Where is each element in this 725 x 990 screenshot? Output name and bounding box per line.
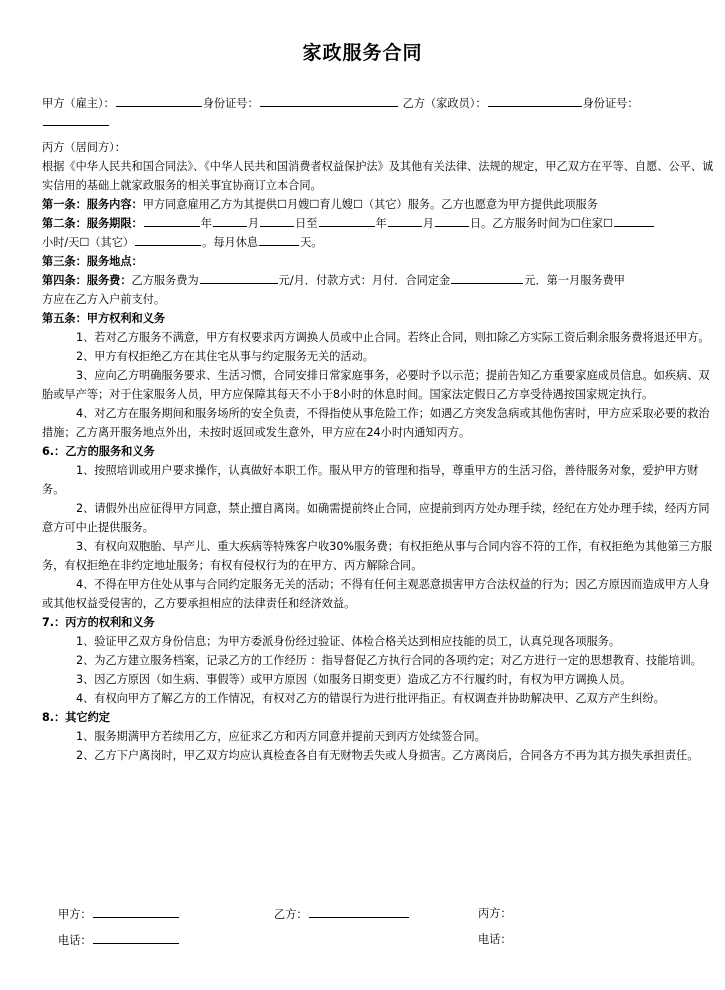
- fee-text-b: 元/月．付款方式：月付．合同定金: [278, 274, 451, 287]
- party-a-blank[interactable]: [116, 94, 202, 107]
- article-6-label: 6.：乙方的服务和义务: [42, 445, 155, 458]
- fee-text-a: 乙方服务费为: [131, 274, 199, 287]
- party-a-label: 甲方（雇主）：: [42, 97, 115, 110]
- article-7-item-2: 2、为乙方建立服务档案，记录乙方的工作经历 ：指导督促乙方执行合同的各项约定；对乙方进行一定的思想教育、技能培训。: [76, 654, 702, 667]
- article-6-item-4: 4、不得在甲方住处从事与合同约定服务无关的活动；不得有任何主观恶意损害甲方合法权益的行为；因乙方原因而造成甲方人身或其他权益受侵害的，乙方要承担相应的法律责任和经济效益。: [42, 578, 710, 610]
- day-to-text: 日至: [295, 217, 318, 230]
- sign-party-b: [274, 905, 410, 922]
- service-time-text: 乙方服务时间为☐住家☐: [492, 217, 614, 230]
- article-2-line2-a: 小时/天☐（其它）: [42, 236, 135, 249]
- article-7-item-4: 4、有权向甲方了解乙方的工作情况，有权对乙方的错误行为进行批评指正。有权调查并协助解决甲、乙双方产生纠纷。: [76, 692, 665, 705]
- party-b-id-blank[interactable]: [43, 113, 109, 126]
- end-day-blank[interactable]: [435, 214, 469, 227]
- sign-party-a: [58, 905, 180, 922]
- party-c-row: 丙方（居间方）：: [42, 141, 126, 154]
- start-month-blank[interactable]: [213, 214, 247, 227]
- party-a-id-blank[interactable]: [260, 94, 398, 107]
- fee-text-c: 元．第一月服务费甲: [524, 274, 625, 287]
- sign-party-b-blank[interactable]: [309, 905, 409, 918]
- end-month-blank[interactable]: [388, 214, 422, 227]
- party-b-blank[interactable]: [488, 94, 582, 107]
- article-8-item-2: 2、乙方下户离岗时，甲乙双方均应认真检查各自有无财物丢失或人身损害。乙方离岗后，合同各方不再为其方损失承担责任。: [76, 749, 699, 762]
- article-5-item-1: 1、若对乙方服务不满意，甲方有权要求丙方调换人员或中止合同。若终止合同，则扣除乙方实际工资后剩余服务费将退还甲方。: [76, 331, 710, 344]
- monthly-fee-blank[interactable]: [200, 271, 278, 284]
- start-year-blank[interactable]: [144, 214, 200, 227]
- party-b-label: 乙方（家政员）：: [402, 97, 487, 110]
- sign-party-c-label: 丙方：: [478, 907, 512, 920]
- article-8-label: 8.：其它约定: [42, 711, 110, 724]
- article-1-text: 甲方同意雇用乙方为其提供☐月嫂☐育儿嫂☐（其它）服务。乙方也愿意为甲方提供此项服务: [142, 198, 598, 211]
- start-day-blank[interactable]: [260, 214, 294, 227]
- article-6-item-2: 2、请假外出应征得甲方同意，禁止擅自离岗。如确需提前终止合同，应提前到丙方处办理手续，经纪在方处办理手续，经丙方同意方可中止提供服务。: [42, 502, 710, 534]
- rest-days-blank[interactable]: [259, 233, 299, 246]
- article-8-item-1: 1、服务期满甲方若续用乙方，应征求乙方和丙方同意并提前天到丙方处续签合同。: [76, 730, 486, 743]
- article-1-label: 第一条：服务内容：: [42, 198, 143, 211]
- article-2-line2-b: 。每月休息: [202, 236, 259, 249]
- article-4-label: 第四条：服务费：: [42, 274, 132, 287]
- article-6-item-1: 1、按照培训或用户要求操作，认真做好本职工作。服从甲方的管理和指导，尊重甲方的生活习俗，善待服务对象，爱护甲方财务。: [42, 464, 699, 496]
- header-row-2: [42, 113, 714, 132]
- contract-body: [42, 94, 714, 765]
- article-5-label: 第五条：甲方权利和义务: [42, 312, 166, 325]
- month-text: 月: [247, 217, 260, 230]
- article-3: 第三条：服务地点：: [42, 255, 143, 268]
- article-1: [42, 195, 714, 214]
- article-6-item-3: 3、有权向双胞胎、早产儿、重大疾病等特殊客户收30%服务费；有权拒绝从事与合同内容不符的工作，有权拒绝为其他第三方服务，有权拒绝在非约定地址服务；有权有侵权行为的在甲方、丙方解除合同。: [42, 540, 713, 572]
- sign-party-a-label: 甲方：: [58, 908, 92, 921]
- sign-party-c: [478, 905, 512, 921]
- deposit-blank[interactable]: [451, 271, 523, 284]
- intro-paragraph: 根据《中华人民共和国合同法》、《中华人民共和国消费者权益保护法》及其他有关法律、法规的规定，甲乙双方在平等、自愿、公平、诚实信用的基础上就家政服务的相关事宜协商订立本合同。: [42, 160, 714, 192]
- phone-c-label: 电话：: [478, 933, 512, 946]
- article-7-item-3: 3、因乙方原因（如生病、事假等）或甲方原因（如服务日期变更）造成乙方不行履约时，有权为甲方调换人员。: [76, 673, 632, 686]
- day-text: 日。: [469, 217, 493, 230]
- article-2-label: 第二条：服务期限：: [42, 217, 143, 230]
- article-4-line-2: 方应在乙方入户前支付。: [42, 293, 166, 306]
- article-4-line-1: [42, 271, 714, 290]
- sign-party-a-blank[interactable]: [93, 905, 179, 918]
- sign-phone-c: [478, 931, 512, 947]
- end-year-blank[interactable]: [319, 214, 375, 227]
- sign-party-b-label: 乙方：: [274, 908, 308, 921]
- article-2-line2-c: 天。: [300, 236, 323, 249]
- article-7-item-1: 1、验证甲乙双方身份信息；为甲方委派身份经过验证、体检合格关达到相应技能的员工，认真兑现各项服务。: [76, 635, 621, 648]
- other-blank[interactable]: [135, 233, 201, 246]
- year-text: 年: [375, 217, 387, 230]
- page-title: 家政服务合同: [302, 42, 423, 64]
- party-b-id-label: 身份证号：: [582, 97, 639, 110]
- header-row-1: [42, 94, 714, 113]
- party-a-id-label: 身份证号：: [202, 97, 259, 110]
- sign-phone-a: [58, 931, 180, 948]
- article-5-item-3: 3、应向乙方明确服务要求、生活习惯，合同安排日常家庭事务，必要时予以示范；提前告知乙方重要家庭成员信息。如疾病、双胎或早产等；对于住家服务人员，甲方应保障其每天不小于8小时的休息时间。国家法定假日乙方享受待遇按国家规定执行。: [42, 369, 710, 401]
- article-5-item-2: 2、甲方有权拒绝乙方在其住宅从事与约定服务无关的活动。: [76, 350, 374, 363]
- month-text: 月: [422, 217, 434, 230]
- phone-a-blank[interactable]: [93, 931, 179, 944]
- year-text: 年: [200, 217, 212, 230]
- article-2-line-2: [42, 233, 714, 252]
- article-7-label: 7.：丙方的权利和义务: [42, 616, 155, 629]
- article-5-item-4: 4、对乙方在服务期间和服务场所的安全负责，不得指使从事危险工作；如遇乙方突发急病或其他伤害时，甲方应采取必要的救治措施；乙方离开服务地点外出，未按时返回或发生意外，甲方应在24小时内通知丙方。: [42, 407, 710, 439]
- hours-blank[interactable]: [614, 214, 654, 227]
- phone-a-label: 电话：: [58, 934, 92, 947]
- article-2-line-1: [42, 214, 714, 233]
